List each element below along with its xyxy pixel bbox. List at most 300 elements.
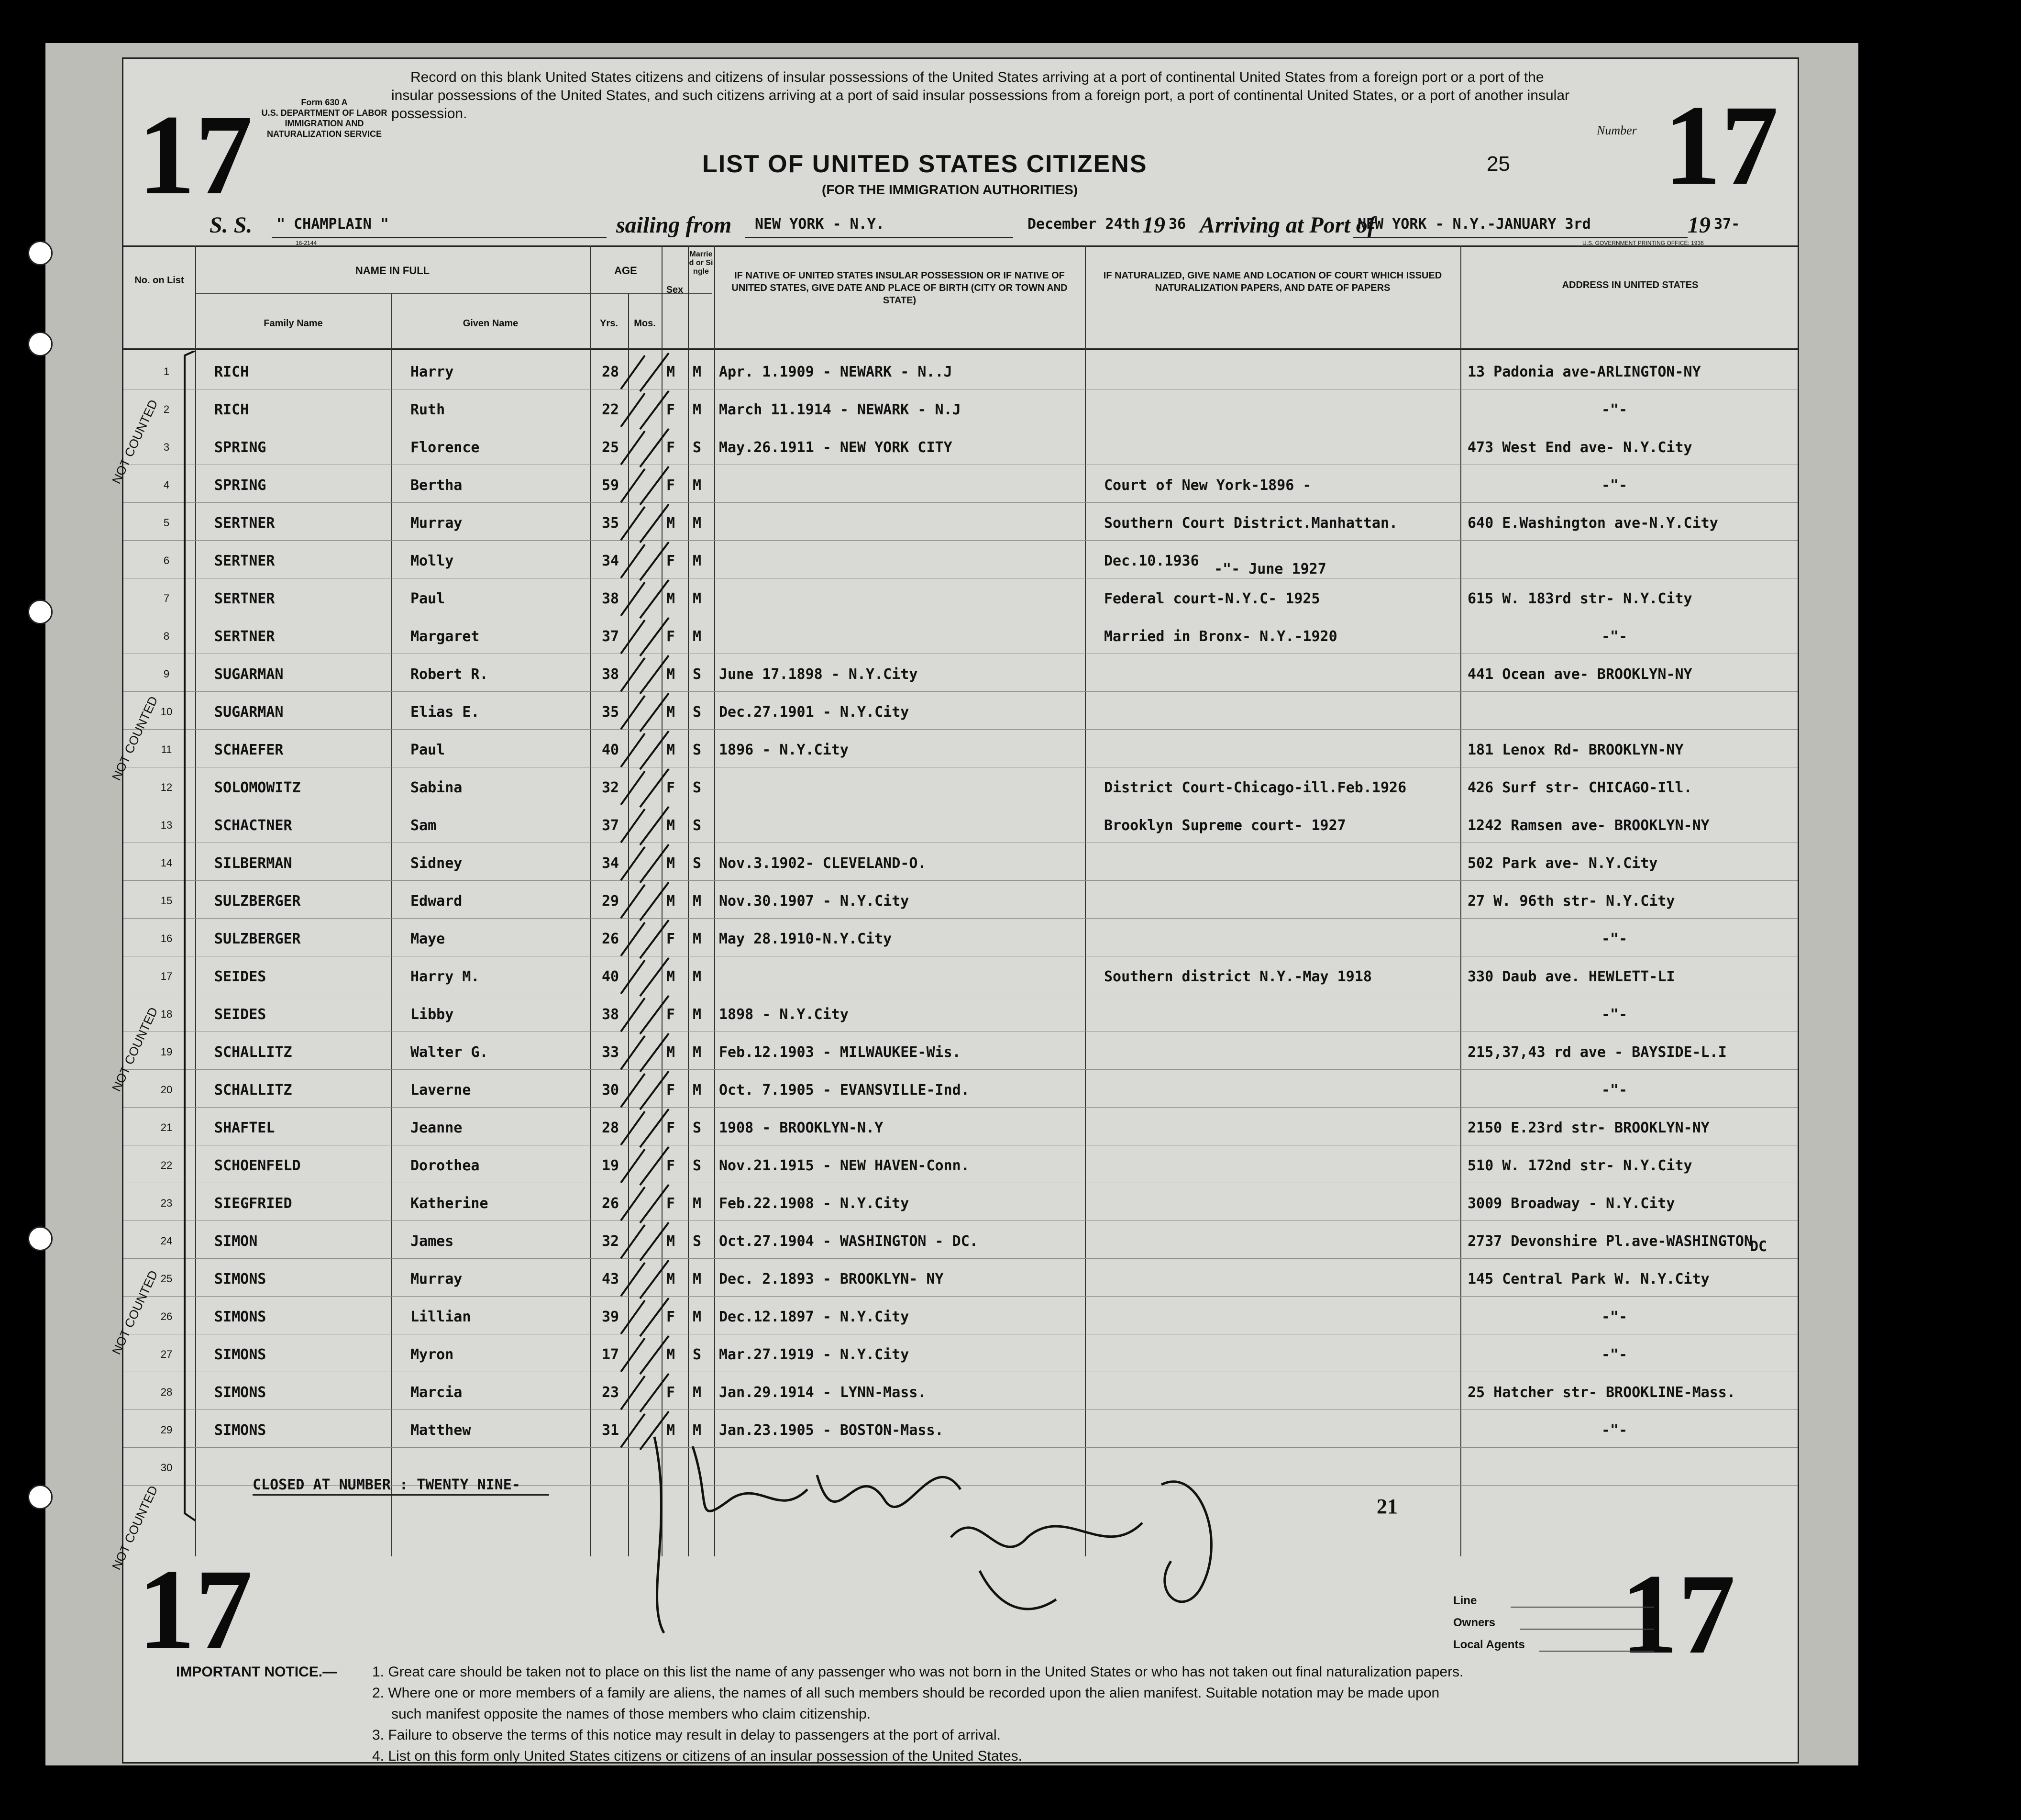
birth-date-place: Nov.3.1902- CLEVELAND-O. (719, 855, 927, 872)
arrival-underline (1353, 237, 1688, 238)
sheet-number-top-left: 17 (138, 91, 253, 218)
ss-label: S. S. (210, 212, 253, 238)
us-address: 2737 Devonshire Pl.ave-WASHINGTON (1468, 1233, 1753, 1250)
given-name: James (410, 1233, 454, 1250)
family-name: SERTNER (214, 515, 275, 532)
sex: M (666, 817, 675, 834)
naturalization: Southern district N.Y.-May 1918 (1104, 968, 1372, 985)
row-number: 13 (160, 819, 173, 831)
given-name: Maye (410, 931, 445, 947)
closed-at-number: CLOSED AT NUMBER : TWENTY NINE- (253, 1476, 520, 1493)
check-mark (616, 1296, 674, 1339)
row-number: 17 (160, 970, 173, 982)
family-name: SULZBERGER (214, 931, 301, 947)
family-name: SIMONS (214, 1384, 266, 1401)
col-header-age: AGE (614, 265, 637, 277)
given-name: Sidney (410, 855, 463, 872)
row-number: 20 (160, 1084, 173, 1096)
given-name: Molly (410, 553, 454, 569)
inspector-signature (635, 1418, 1281, 1647)
given-name: Paul (410, 742, 445, 758)
naturalization: District Court-Chicago-ill.Feb.1926 (1104, 779, 1407, 796)
birth-date-place: Jan.23.1905 - BOSTON-Mass. (719, 1422, 944, 1439)
marital-status: M (693, 477, 702, 494)
row-number: 5 (163, 517, 170, 529)
check-mark (616, 880, 674, 923)
marital-status: S (693, 1233, 702, 1250)
check-mark (616, 918, 674, 961)
sex: M (666, 590, 675, 607)
birth-date-place: Oct.27.1904 - WASHINGTON - DC. (719, 1233, 978, 1250)
col-header-yrs: Yrs. (600, 318, 618, 329)
birth-date-place: Jan.29.1914 - LYNN-Mass. (719, 1384, 927, 1401)
sex: M (666, 968, 675, 985)
check-mark (616, 426, 674, 469)
sex: M (666, 1271, 675, 1287)
family-name: SIMONS (214, 1346, 266, 1363)
birth-date-place: 1896 - N.Y.City (719, 742, 849, 758)
family-name: SUGARMAN (214, 704, 284, 721)
us-address: -"- (1601, 1082, 1628, 1099)
age-years: 37 (602, 817, 619, 834)
marital-status: S (693, 1120, 702, 1136)
age-years: 25 (602, 439, 619, 456)
given-name: Paul (410, 590, 445, 607)
us-address: -"- (1601, 628, 1628, 645)
age-years: 26 (602, 931, 619, 947)
row-number: 15 (160, 895, 173, 907)
birth-date-place: Nov.21.1915 - NEW HAVEN-Conn. (719, 1157, 970, 1174)
given-name: Matthew (410, 1422, 471, 1439)
notice-item: 4. List on this form only United States citizens or citizens of an insular possession of the United States. (372, 1748, 1023, 1764)
marital-status: S (693, 1346, 702, 1363)
birth-date-place: Nov.30.1907 - N.Y.City (719, 893, 909, 910)
check-mark (616, 1031, 674, 1074)
row-number: 3 (163, 441, 170, 453)
manifest-sheet (109, 57, 1799, 1764)
check-mark (616, 1069, 674, 1112)
given-name: Elias E. (410, 704, 480, 721)
notice-item: 1. Great care should be taken not to place on this list the name of any passenger who was not born in the United States or who has not taken out final naturalization papers. (372, 1664, 1464, 1680)
age-years: 34 (602, 855, 619, 872)
age-years: 38 (602, 1006, 619, 1023)
col-header-mos: Mos. (634, 318, 656, 329)
arrival-year: 37- (1714, 216, 1740, 233)
family-name: RICH (214, 364, 249, 380)
given-name: Walter G. (410, 1044, 488, 1061)
marital-status: M (693, 628, 702, 645)
sheet-number-top-right: 17 (1664, 81, 1778, 209)
marital-status: M (693, 590, 702, 607)
marital-status: S (693, 704, 702, 721)
check-mark (616, 1371, 674, 1414)
naturalization: Federal court-N.Y.C- 1925 (1104, 590, 1320, 607)
printing-office: U.S. GOVERNMENT PRINTING OFFICE: 1936 (1582, 240, 1704, 246)
notice-item: such manifest opposite the names of those members who claim citizenship. (391, 1706, 871, 1722)
us-address: -"- (1601, 477, 1628, 494)
check-mark (616, 464, 674, 507)
marital-status: M (693, 515, 702, 532)
us-address: 510 W. 172nd str- N.Y.City (1468, 1157, 1692, 1174)
family-name: SCHOENFELD (214, 1157, 301, 1174)
age-years: 40 (602, 742, 619, 758)
marital-status: M (693, 968, 702, 985)
binder-hole (28, 1226, 53, 1251)
sex: M (666, 1233, 675, 1250)
sex: M (666, 666, 675, 683)
birth-date-place: 1908 - BROOKLYN-N.Y (719, 1120, 883, 1136)
sex: F (666, 1309, 675, 1325)
marital-status: S (693, 1157, 702, 1174)
binder-hole (28, 332, 53, 356)
sex: M (666, 893, 675, 910)
marital-status: M (693, 1044, 702, 1061)
row-number: 14 (160, 857, 173, 869)
family-name: SILBERMAN (214, 855, 292, 872)
agents-blank (1539, 1651, 1654, 1652)
family-name: SEIDES (214, 1006, 266, 1023)
birth-date-place: Dec. 2.1893 - BROOKLYN- NY (719, 1271, 944, 1287)
check-mark (616, 766, 674, 810)
department-name: U.S. DEPARTMENT OF LABOR (261, 108, 387, 118)
sex: M (666, 742, 675, 758)
family-name: SPRING (214, 439, 266, 456)
age-years: 28 (602, 364, 619, 380)
row-number: 25 (160, 1273, 173, 1285)
sail-year: 36 (1169, 216, 1186, 233)
local-agents-label: Local Agents (1453, 1638, 1525, 1651)
not-counted-stamp: NOT COUNTED (109, 1005, 161, 1094)
age-years: 43 (602, 1271, 619, 1287)
marital-status: M (693, 364, 702, 380)
marital-status: M (693, 1082, 702, 1099)
sex: M (666, 1346, 675, 1363)
department-block (248, 97, 401, 139)
age-years: 19 (602, 1157, 619, 1174)
not-counted-stamp: NOT COUNTED (109, 1268, 161, 1357)
row-rule (123, 1069, 1798, 1070)
line-label: Line (1453, 1594, 1477, 1607)
notice-item: 3. Failure to observe the terms of this notice may result in delay to passengers at the port of arrival. (372, 1727, 1001, 1743)
us-address: -"- (1601, 1346, 1628, 1363)
row6-nat-ditto: -"- June 1927 (1214, 561, 1326, 577)
ship-name: " CHAMPLAIN " (276, 216, 389, 233)
document-subtitle: (FOR THE IMMIGRATION AUTHORITIES) (822, 182, 1078, 197)
sex: F (666, 628, 675, 645)
age-years: 35 (602, 515, 619, 532)
sex: F (666, 1157, 675, 1174)
us-address: -"- (1601, 931, 1628, 947)
given-name: Sabina (410, 779, 463, 796)
page-count: 25 (1487, 152, 1510, 176)
given-name: Jeanne (410, 1120, 463, 1136)
col-divider (590, 245, 591, 1556)
ship-underline (272, 237, 607, 238)
sex: F (666, 1384, 675, 1401)
row24-addr-extra: DC (1750, 1238, 1767, 1255)
check-mark (616, 351, 674, 394)
age-years: 32 (602, 779, 619, 796)
row-number: 11 (161, 744, 172, 755)
marital-status: M (693, 1006, 702, 1023)
marital-status: S (693, 742, 702, 758)
sailing-from-port: NEW YORK - N.Y. (755, 216, 884, 233)
marital-status: M (693, 1422, 702, 1439)
us-address: 181 Lenox Rd- BROOKLYN-NY (1468, 742, 1684, 758)
row-number: 26 (160, 1310, 173, 1322)
family-name: SOLOMOWITZ (214, 779, 301, 796)
given-name: Robert R. (410, 666, 488, 683)
sex: M (666, 855, 675, 872)
marital-status: M (693, 893, 702, 910)
row-number: 22 (160, 1159, 173, 1171)
sex: F (666, 1006, 675, 1023)
sex: F (666, 439, 675, 456)
row-rule (123, 1258, 1798, 1259)
birth-date-place: Oct. 7.1905 - EVANSVILLE-Ind. (719, 1082, 970, 1099)
age-years: 30 (602, 1082, 619, 1099)
check-mark (616, 615, 674, 658)
sex: M (666, 515, 675, 532)
family-name: SIMONS (214, 1422, 266, 1439)
not-counted-stamp: NOT COUNTED (109, 397, 161, 486)
binder-hole (28, 1485, 53, 1509)
form-number: Form 630 A (301, 98, 348, 107)
sail-date: December 24th (1027, 216, 1140, 233)
owners-label: Owners (1453, 1616, 1496, 1629)
year-prefix-sail: 19 (1142, 212, 1165, 238)
col-header-address: ADDRESS IN UNITED STATES (1562, 280, 1699, 290)
us-address: 2150 E.23rd str- BROOKLYN-NY (1468, 1120, 1710, 1136)
row-rule (123, 540, 1798, 541)
age-years: 32 (602, 1233, 619, 1250)
row-rule (123, 1296, 1798, 1297)
family-name: SUGARMAN (214, 666, 284, 683)
marital-status: S (693, 817, 702, 834)
check-mark (616, 388, 674, 432)
department-service: NATURALIZATION SERVICE (266, 129, 382, 139)
number-label: Number (1597, 123, 1637, 137)
birth-date-place: Dec.27.1901 - N.Y.City (719, 704, 909, 721)
footer-page-number: 21 (1377, 1495, 1398, 1518)
birth-date-place: 1898 - N.Y.City (719, 1006, 849, 1023)
col-divider (391, 293, 392, 1556)
check-mark (616, 1333, 674, 1376)
row-rule (123, 502, 1798, 503)
col-divider (688, 245, 689, 1556)
line-blank (1511, 1607, 1654, 1608)
agent-block (1453, 1590, 1525, 1656)
given-name: Murray (410, 515, 463, 532)
row-number: 19 (160, 1046, 173, 1058)
check-mark (616, 577, 674, 621)
given-name: Bertha (410, 477, 463, 494)
sex: M (666, 1422, 675, 1439)
col-header-name: NAME IN FULL (355, 265, 430, 277)
given-name: Lillian (410, 1309, 471, 1325)
row-rule (123, 1409, 1798, 1410)
marital-status: M (693, 1271, 702, 1287)
sex: F (666, 553, 675, 569)
sex: M (666, 704, 675, 721)
marital-status: S (693, 779, 702, 796)
check-mark (616, 1144, 674, 1187)
document-title: LIST OF UNITED STATES CITIZENS (702, 150, 1148, 178)
family-name: SPRING (214, 477, 266, 494)
row-rule (123, 729, 1798, 730)
col-divider (1460, 245, 1461, 1556)
table-top-rule (123, 245, 1798, 247)
arriving-label: Arriving at Port of (1200, 212, 1375, 238)
marital-status: M (693, 1384, 702, 1401)
family-name: SCHALLITZ (214, 1082, 292, 1099)
not-counted-stamp: NOT COUNTED (109, 694, 161, 783)
age-years: 39 (602, 1309, 619, 1325)
check-mark (616, 1107, 674, 1150)
family-name: SIMON (214, 1233, 258, 1250)
sailing-from-label: sailing from (616, 212, 732, 238)
check-mark (616, 1258, 674, 1301)
marital-status: S (693, 439, 702, 456)
binder-hole (28, 241, 53, 266)
age-years: 37 (602, 628, 619, 645)
family-name: SULZBERGER (214, 893, 301, 910)
binder-hole (28, 599, 53, 624)
col-divider (714, 245, 715, 1556)
col-divider (1085, 245, 1086, 1556)
sex: F (666, 477, 675, 494)
row-rule (123, 918, 1798, 919)
not-counted-stamp: NOT COUNTED (109, 1483, 161, 1572)
birth-date-place: Dec.12.1897 - N.Y.City (719, 1309, 909, 1325)
given-name: Murray (410, 1271, 463, 1287)
given-name: Marcia (410, 1384, 463, 1401)
birth-date-place: May 28.1910-N.Y.City (719, 931, 892, 947)
family-name: SERTNER (214, 553, 275, 569)
year-prefix-arrival: 19 (1688, 212, 1711, 238)
row-number: 23 (160, 1197, 173, 1209)
family-name: SIMONS (214, 1309, 266, 1325)
row-number: 6 (163, 555, 170, 566)
header-instructions: Record on this blank United States citizens and citizens of insular possessions of the United States arriving at a port of continental United States from a foreign port or a port of the insular possessions of the United States, and such citizens arriving at a port of said insular possessions from a foreign port, a port of continental United States, or a port of another insular possession. (391, 69, 1569, 122)
us-address: -"- (1601, 1309, 1628, 1325)
check-mark (616, 691, 674, 734)
us-address: 426 Surf str- CHICAGO-Ill. (1468, 779, 1692, 796)
birth-date-place: March 11.1914 - NEWARK - N.J (719, 401, 961, 418)
given-name: Florence (410, 439, 480, 456)
us-address: 145 Central Park W. N.Y.City (1468, 1271, 1710, 1287)
sex: F (666, 1120, 675, 1136)
row-number: 10 (160, 706, 173, 718)
birth-date-place: Mar.27.1919 - N.Y.City (719, 1346, 909, 1363)
marital-status: M (693, 931, 702, 947)
birth-date-place: Feb.12.1903 - MILWAUKEE-Wis. (719, 1044, 961, 1061)
row-number: 16 (160, 932, 173, 944)
marital-status: M (693, 401, 702, 418)
row-bracket (181, 351, 200, 1523)
row-number: 29 (160, 1424, 173, 1436)
notice-heading: IMPORTANT NOTICE.— (176, 1664, 337, 1680)
row-number: 2 (163, 403, 170, 415)
birth-date-place: Apr. 1.1909 - NEWARK - N..J (719, 364, 952, 380)
age-years: 28 (602, 1120, 619, 1136)
age-years: 34 (602, 553, 619, 569)
naturalization: Court of New York-1896 - (1104, 477, 1312, 494)
sheet-number-bottom-left: 17 (138, 1545, 253, 1673)
marital-status: S (693, 666, 702, 683)
col-header-married: Married or Single (689, 250, 713, 276)
given-name: Harry (410, 364, 454, 380)
row-number: 7 (163, 592, 170, 604)
us-address: 502 Park ave- N.Y.City (1468, 855, 1658, 872)
row-number: 21 (160, 1121, 173, 1133)
given-name: Sam (410, 817, 437, 834)
check-mark (616, 842, 674, 885)
naturalization: Brooklyn Supreme court- 1927 (1104, 817, 1346, 834)
marital-status: M (693, 1309, 702, 1325)
birth-date-place: Feb.22.1908 - N.Y.City (719, 1195, 909, 1212)
check-mark (616, 955, 674, 999)
family-name: RICH (214, 401, 249, 418)
us-address: 1242 Ramsen ave- BROOKLYN-NY (1468, 817, 1710, 834)
family-name: SCHAEFER (214, 742, 284, 758)
age-years: 35 (602, 704, 619, 721)
age-years: 40 (602, 968, 619, 985)
us-address: 330 Daub ave. HEWLETT-LI (1468, 968, 1675, 985)
age-years: 29 (602, 893, 619, 910)
age-years: 38 (602, 666, 619, 683)
us-address: -"- (1601, 1422, 1628, 1439)
row-number: 27 (160, 1348, 173, 1360)
given-name: Katherine (410, 1195, 488, 1212)
us-address: 25 Hatcher str- BROOKLINE-Mass. (1468, 1384, 1735, 1401)
age-years: 33 (602, 1044, 619, 1061)
row-number: 24 (160, 1235, 173, 1247)
given-name: Ruth (410, 401, 445, 418)
sex: F (666, 931, 675, 947)
family-name: SIMONS (214, 1271, 266, 1287)
col-header-naturalized: IF NATURALIZED, GIVE NAME AND LOCATION OF COURT WHICH ISSUED NATURALIZATION PAPERS, AND DATE OF PAPERS (1103, 270, 1442, 293)
age-years: 59 (602, 477, 619, 494)
birth-date-place: May.26.1911 - NEW YORK CITY (719, 439, 952, 456)
sex: M (666, 1044, 675, 1061)
col-header-birth: IF NATIVE OF UNITED STATES INSULAR POSSESSION OR IF NATIVE OF UNITED STATES, GIVE DATE AND PLACE OF BIRTH (CITY OR TOWN AND STATE) (731, 270, 1068, 306)
sheet-number-bottom-right: 17 (1621, 1550, 1735, 1677)
birth-date-place: June 17.1898 - N.Y.City (719, 666, 918, 683)
us-address: 13 Padonia ave-ARLINGTON-NY (1468, 364, 1701, 380)
marital-status: M (693, 553, 702, 569)
sex: F (666, 1082, 675, 1099)
arrival-port: NEW YORK - N.Y.-JANUARY 3rd (1358, 216, 1591, 233)
col-header-sex: Sex (666, 285, 684, 295)
marital-status: S (693, 855, 702, 872)
check-mark (616, 502, 674, 545)
family-name: SHAFTEL (214, 1120, 275, 1136)
sex: F (666, 1195, 675, 1212)
row-number: 1 (163, 366, 170, 377)
col-header-given: Given Name (463, 318, 519, 329)
row-number: 28 (160, 1386, 173, 1398)
given-name: Laverne (410, 1082, 471, 1099)
sex: F (666, 401, 675, 418)
us-address: 640 E.Washington ave-N.Y.City (1468, 515, 1718, 532)
row-number: 8 (163, 630, 170, 642)
port-underline (745, 237, 1013, 238)
form-code: 16-2144 (296, 240, 317, 246)
given-name: Margaret (410, 628, 480, 645)
family-name: SERTNER (214, 590, 275, 607)
us-address: 27 W. 96th str- N.Y.City (1468, 893, 1675, 910)
